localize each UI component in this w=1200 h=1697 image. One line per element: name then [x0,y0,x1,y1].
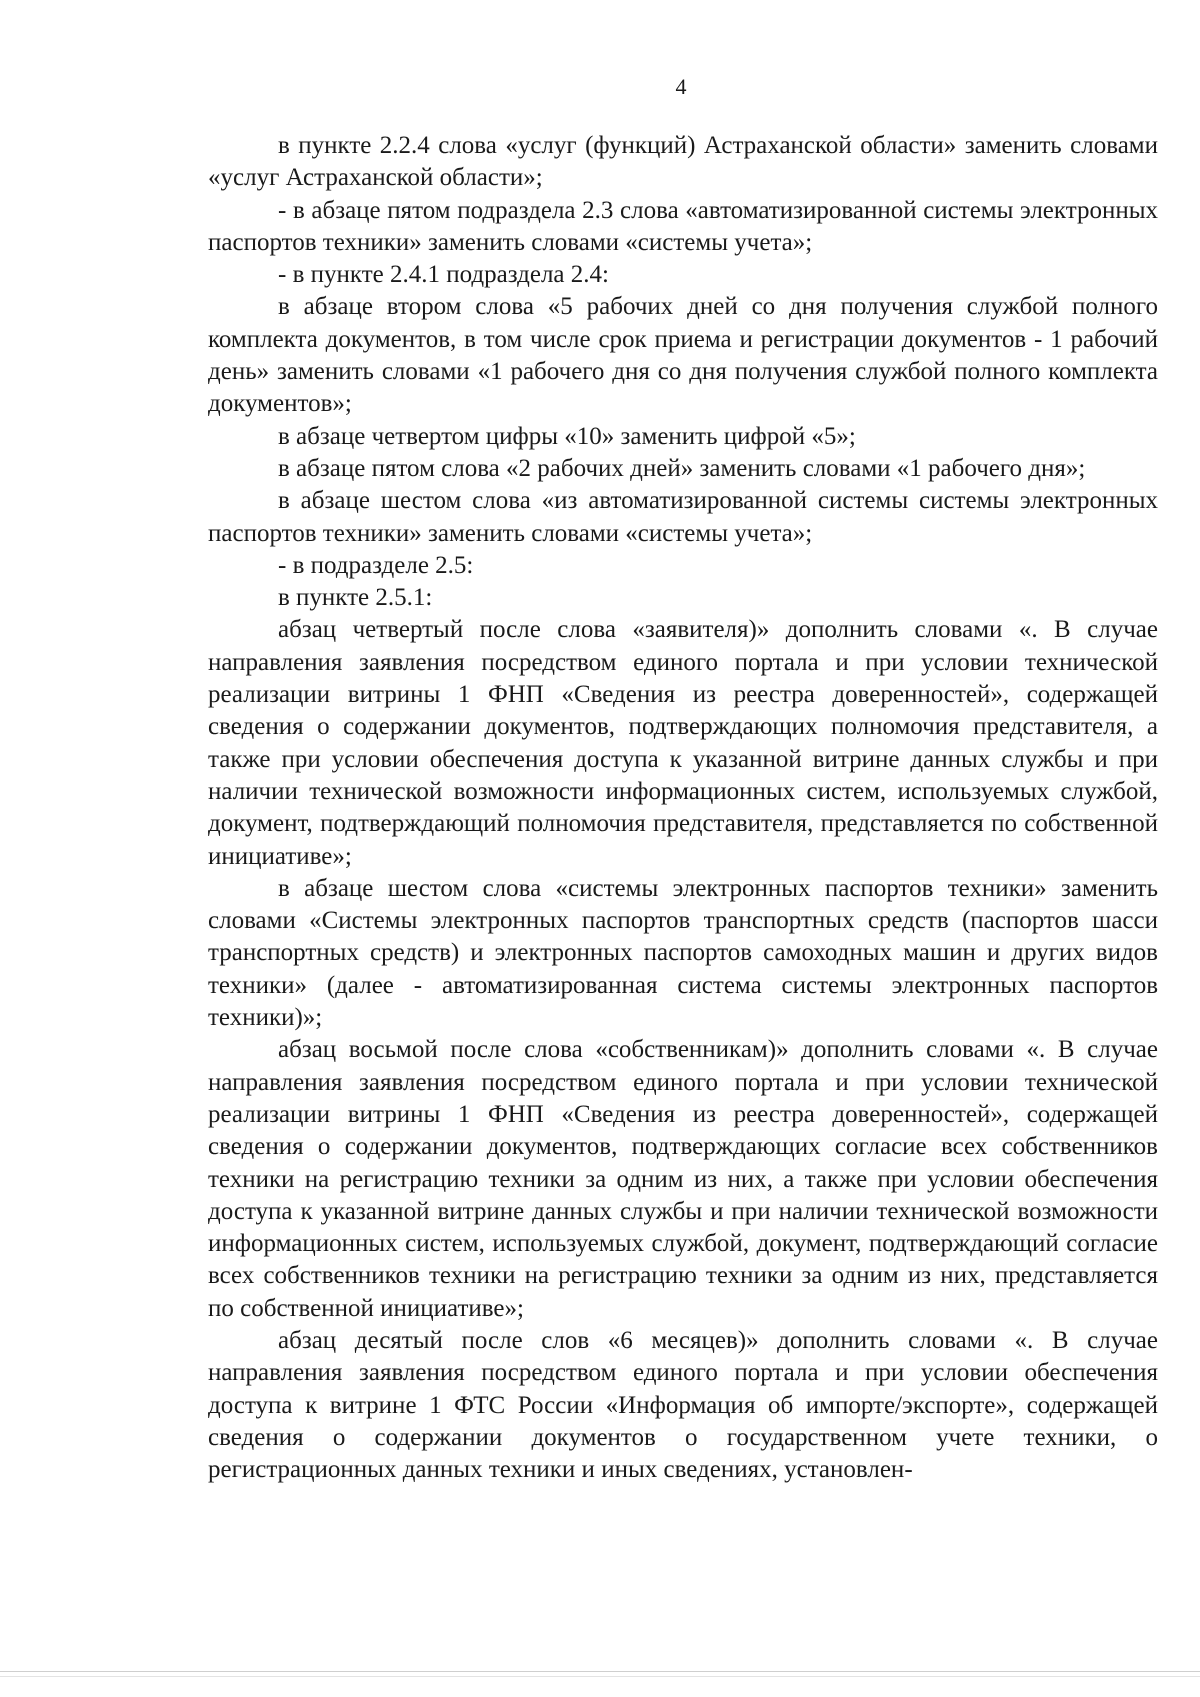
paragraph-item-2-2-4: в пункте 2.2.4 слова «услуг (функций) Астраханской области» заменить словами «услуг Астраханской области»; [208,132,1158,192]
page-number: 4 [675,74,687,99]
paragraph-item-2-4-1-header: - в пункте 2.4.1 подраздела 2.4: [278,261,609,289]
paragraph-subsection-2-3: - в абзаце пятом подраздела 2.3 слова «автоматизированной системы электронных паспортов техники» заменить словами «системы учета»; [208,196,1158,256]
paragraph-abzac-eighth-addition: абзац восьмой после слова «собственникам)» дополнить словами «. В случае направления заявления посредством единого портала и при условии технической реализации витрины 1 ФНП «Сведения из реестра доверенностей», содержащей сведения о содержании документов, подтверждающих согласие всех собственников техники на регистрацию техники за одним из них, а также при условии обеспечения доступа к указанной витрине данных службы и при наличии технической возможности информационных систем, используемых службой, документ, подтверждающий согласие всех собственников техники на регистрацию техники за одним из них, представляется по собственной инициативе»; [208,1036,1158,1322]
document-body [208,130,1158,1486]
paragraph-abzac-tenth-addition: абзац десятый после слов «6 месяцев)» дополнить словами «. В случае направления заявления посредством единого портала и при условии обеспечения доступа к витрине 1 ФТС России «Информация об импорте/экспорте», содержащей сведения о содержании документов о государственном учете техники, о регистрационных данных техники и иных сведениях, установлен- [208,1326,1158,1484]
scan-edge-line-secondary [0,1676,1200,1677]
paragraph-item-2-5-1-header: в пункте 2.5.1: [278,584,433,612]
paragraph-sixth-abzac: в абзаце шестом слова «из автоматизированной системы системы электронных паспортов техники» заменить словами «системы учета»; [208,487,1158,547]
scan-edge-line [0,1671,1200,1672]
paragraph-abzac-fourth-addition: абзац четвертый после слова «заявителя)» дополнить словами «. В случае направления заявления посредством единого портала и при условии технической реализации витрины 1 ФНП «Сведения из реестра доверенностей», содержащей сведения о содержании документов, подтверждающих полномочия представителя, а также при условии обеспечения доступа к указанной витрине данных службы и при наличии технической возможности информационных систем, используемых службой, документ, подтверждающий полномочия представителя, представляется по собственной инициативе»; [208,616,1158,870]
paragraph-subsection-2-5-header: - в подразделе 2.5: [278,551,474,579]
paragraph-fifth-abzac: в абзаце пятом слова «2 рабочих дней» заменить словами «1 рабочего дня»; [278,454,1086,482]
paragraph-abzac-sixth-replacement: в абзаце шестом слова «системы электронных паспортов техники» заменить словами «Системы электронных паспортов транспортных средств (паспортов шасси транспортных средств) и электронных паспортов самоходных машин и других видов техники» (далее - автоматизированная система системы электронных паспортов техники)»; [208,874,1158,1032]
paragraph-second-abzac: в абзаце втором слова «5 рабочих дней со дня получения службой полного комплекта документов, в том числе срок приема и регистрации документов - 1 рабочий день» заменить словами «1 рабочего дня со дня получения службой полного комплекта документов»; [208,293,1158,418]
paragraph-fourth-abzac: в абзаце четвертом цифры «10» заменить цифрой «5»; [278,422,856,450]
